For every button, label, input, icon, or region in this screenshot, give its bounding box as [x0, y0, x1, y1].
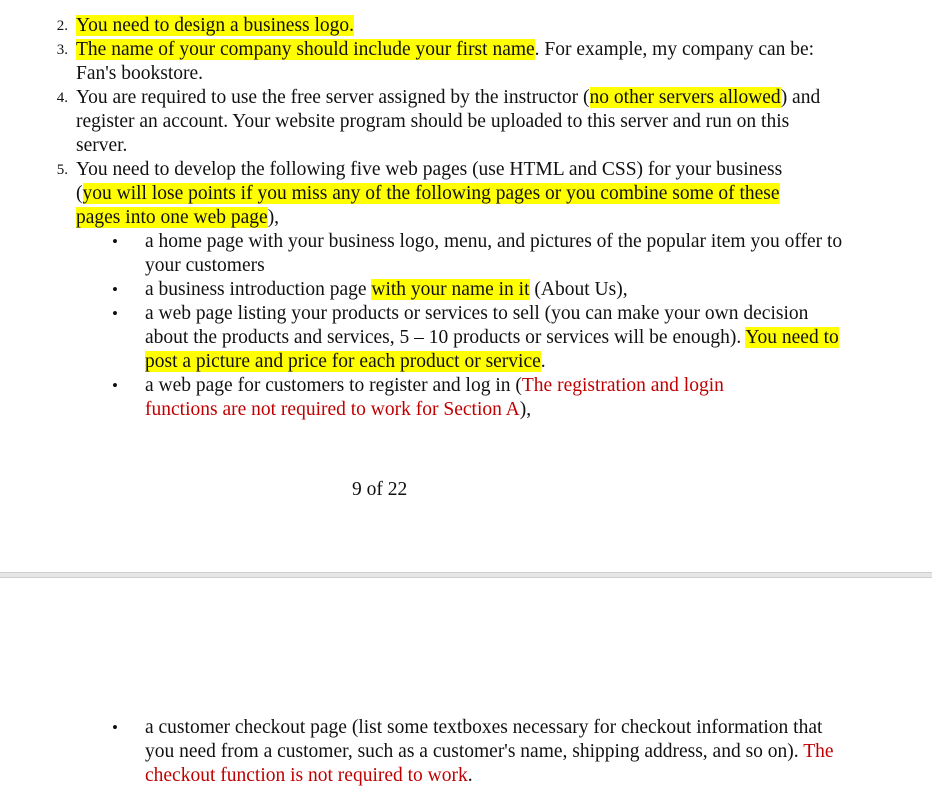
- bullet-item: [145, 374, 785, 422]
- red-note-text: The registration and login functions are not required to work for Section A: [145, 375, 724, 420]
- list-item: [76, 86, 836, 158]
- red-note-text: The checkout function is not required to work: [145, 741, 834, 786]
- text-run: You need to develop the following five web pages (use HTML and CSS) for your business (: [76, 159, 783, 204]
- text-run: a web page for customers to register and log in (: [145, 375, 522, 396]
- document-page-10: [0, 578, 932, 799]
- text-run: a home page with your business logo, menu, and pictures of the popular item you offer to your customers: [145, 231, 843, 276]
- text-run: a web page listing your products or services to sell (you can make your own decision about the products and services, 5 – 10 products or services will be enough).: [145, 303, 809, 348]
- bullet-item: [145, 230, 845, 278]
- highlighted-text: You need to post a picture and price for each product or service: [145, 327, 839, 372]
- page-number: 9 of 22: [352, 479, 408, 500]
- bullet-item: [145, 302, 845, 374]
- list-number: 5.: [56, 162, 68, 178]
- bullet-item: [145, 716, 845, 788]
- text-run: .: [467, 765, 473, 786]
- bullet-glyph: •: [112, 718, 118, 737]
- list-item: [76, 158, 806, 230]
- highlighted-text: You need to design a business logo.: [76, 15, 355, 36]
- highlighted-text: you will lose points if you miss any of the following pages or you combine some of these pages into one web page: [76, 183, 780, 228]
- bullet-glyph: •: [112, 376, 118, 395]
- list-number: 2.: [56, 18, 68, 34]
- text-run: You are required to use the free server assigned by the instructor (: [76, 87, 590, 108]
- bullet-glyph: •: [112, 280, 118, 299]
- list-number: 4.: [56, 90, 68, 106]
- list-item: [76, 14, 846, 38]
- list-item: [76, 38, 846, 86]
- list-number: 3.: [56, 42, 68, 58]
- text-run: ),: [519, 399, 532, 420]
- text-run: ),: [267, 207, 280, 228]
- text-run: ) and register an account. Your website program should be uploaded to this server and run on this server.: [76, 87, 821, 156]
- text-run: (About Us),: [529, 279, 628, 300]
- bullet-glyph: •: [112, 304, 118, 323]
- bullet-item: [145, 278, 845, 302]
- highlighted-text: with your name in it: [371, 279, 530, 300]
- text-run: .: [540, 351, 546, 372]
- highlighted-text: no other servers allowed: [589, 87, 781, 108]
- text-run: . For example, my company can be: Fan's bookstore.: [76, 39, 815, 84]
- highlighted-text: The name of your company should include your first name: [76, 39, 535, 60]
- text-run: a customer checkout page (list some textboxes necessary for checkout information that you need from a customer, such as a customer's name, shipping address, and so on).: [145, 717, 823, 762]
- bullet-glyph: •: [112, 232, 118, 251]
- text-run: a business introduction page: [145, 279, 372, 300]
